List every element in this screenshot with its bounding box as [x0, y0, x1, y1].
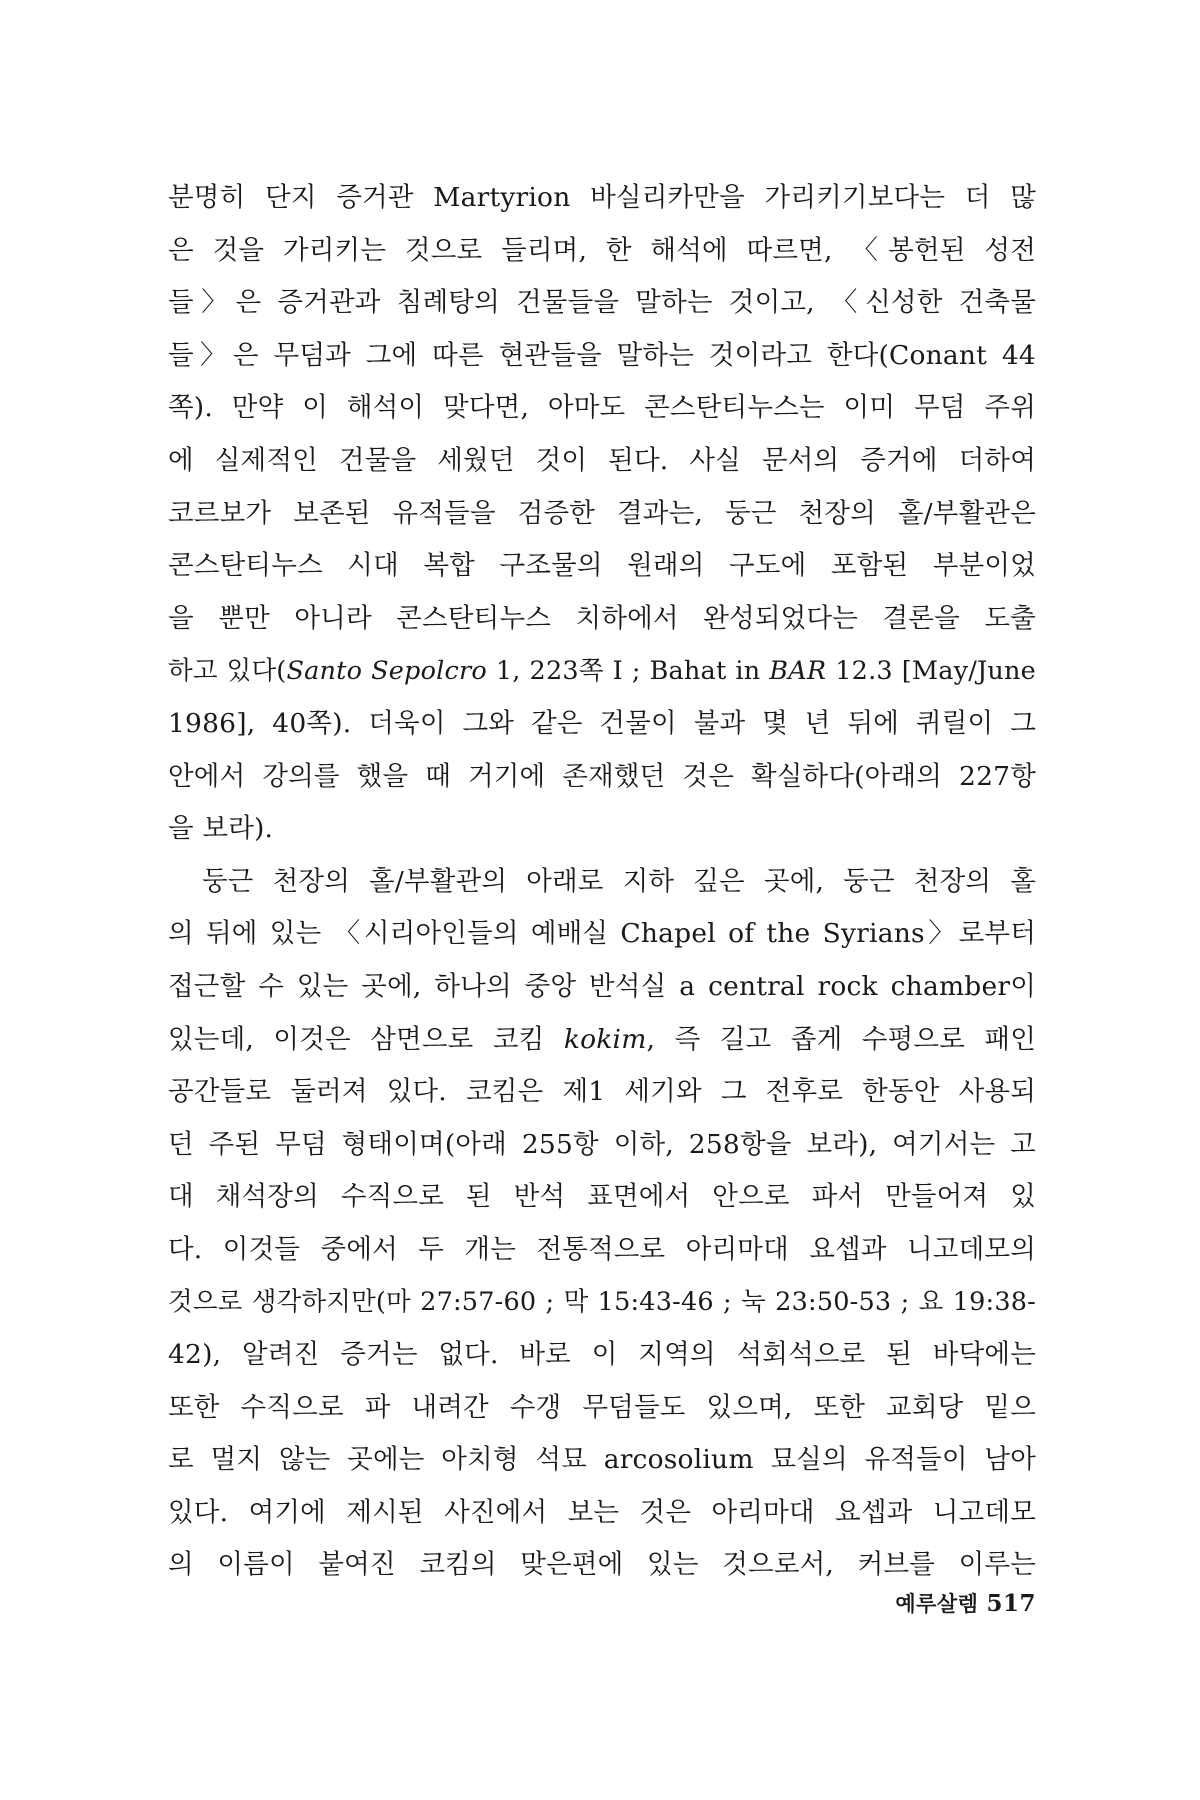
paragraph-start-line: 둥근 천장의 홀/부활관의 아래로 지하 깊은 곳에, 둥근 천장의 홀: [202, 865, 1036, 897]
text-line: 쪽). 만약 이 해석이 맞다면, 아마도 콘스탄티누스는 이미 무덤 주위: [168, 392, 1036, 424]
text-line: [168, 1014, 1036, 1067]
text-line: 은 것을 가리키는 것으로 들리며, 한 해석에 따르면, 〈봉헌된 성전: [168, 234, 1036, 266]
text-line: 공간들로 둘러져 있다. 코킴은 제1 세기와 그 전후로 한동안 사용되: [168, 1076, 1036, 1108]
text-line: 로 멀지 않는 곳에는 아치형 석묘 arcosolium 묘실의 유적들이 남아: [168, 1444, 1036, 1476]
text-line: 에 실제적인 건물을 세웠던 것이 된다. 사실 문서의 증거에 더하여: [168, 444, 1036, 476]
running-head: 예루살렘: [895, 1592, 979, 1616]
text-line: 있다. 여기에 제시된 사진에서 보는 것은 아리마대 요셉과 니고데모: [168, 1496, 1036, 1528]
text-run: 있는데, 이것은 삼면으로 코킴: [168, 1023, 564, 1055]
text-run: 12.3 [May/June: [826, 656, 1036, 687]
text-line: 분명히 단지 증거관 Martyrion 바실리카만을 가리키기보다는 더 많: [168, 182, 1036, 213]
text-line: 코르보가 보존된 유적들을 검증한 결과는, 둥근 천장의 홀/부활관은: [168, 497, 1036, 529]
text-line: 의 이름이 붙여진 코킴의 맞은편에 있는 것으로서, 커브를 이루는: [168, 1549, 1036, 1581]
text-line: 을 뿐만 아니라 콘스탄티누스 치하에서 완성되었다는 결론을 도출: [168, 602, 1036, 634]
text-run: 하고 있다(: [168, 656, 287, 687]
citation-title: Santo Sepolcro: [286, 656, 487, 687]
text-line: 콘스탄티누스 시대 복합 구조물의 원래의 구도에 포함된 부분이었: [168, 550, 1036, 582]
text-line: 것으로 생각하지만(마 27:57-60 ; 막 15:43-46 ; 눅 23:50-53 ; 요 19:38-: [168, 1287, 1036, 1318]
text-run: , 즉 길고 좁게 수평으로 패인: [646, 1023, 1037, 1055]
text-line: [168, 645, 1036, 698]
text-line: 대 채석장의 수직으로 된 반석 표면에서 안으로 파서 만들어져 있: [168, 1181, 1036, 1213]
text-line: 또한 수직으로 파 내려간 수갱 무덤들도 있으며, 또한 교회당 밑으: [168, 1391, 1036, 1423]
text-line: 접근할 수 있는 곳에, 하나의 중앙 반석실 a central rock chamber이: [168, 970, 1036, 1002]
page-number: 517: [986, 1590, 1036, 1617]
text-line: 안에서 강의를 했을 때 거기에 존재했던 것은 확실하다(아래의 227항: [168, 760, 1036, 792]
text-line: 들〉은 증거관과 침례탕의 건물들을 말하는 것이고, 〈신성한 건축물: [168, 287, 1036, 319]
text-run: 1, 223쪽 I ; Bahat in: [486, 656, 770, 687]
citation-journal: BAR: [769, 656, 827, 687]
text-line: 던 주된 무덤 형태이며(아래 255항 이하, 258항을 보라), 여기서는 고: [168, 1128, 1036, 1160]
term-kokim: kokim: [563, 1023, 647, 1055]
body-text: [168, 172, 1036, 1592]
text-line: 의 뒤에 있는 〈시리아인들의 예배실 Chapel of the Syrians〉로부터: [168, 918, 1036, 950]
text-line: 42), 알려진 증거는 없다. 바로 이 지역의 석회석으로 된 바닥에는: [168, 1339, 1036, 1371]
page-footer: [895, 1588, 1036, 1618]
text-line: 을 보라).: [168, 813, 274, 845]
text-line: 들〉은 무덤과 그에 따른 현관들을 말하는 것이라고 한다(Conant 44: [168, 339, 1036, 371]
text-line: 다. 이것들 중에서 두 개는 전통적으로 아리마대 요셉과 니고데모의: [168, 1233, 1036, 1265]
text-line: 1986], 40쪽). 더욱이 그와 같은 건물이 불과 몇 년 뒤에 퀴릴이 그: [168, 707, 1036, 739]
